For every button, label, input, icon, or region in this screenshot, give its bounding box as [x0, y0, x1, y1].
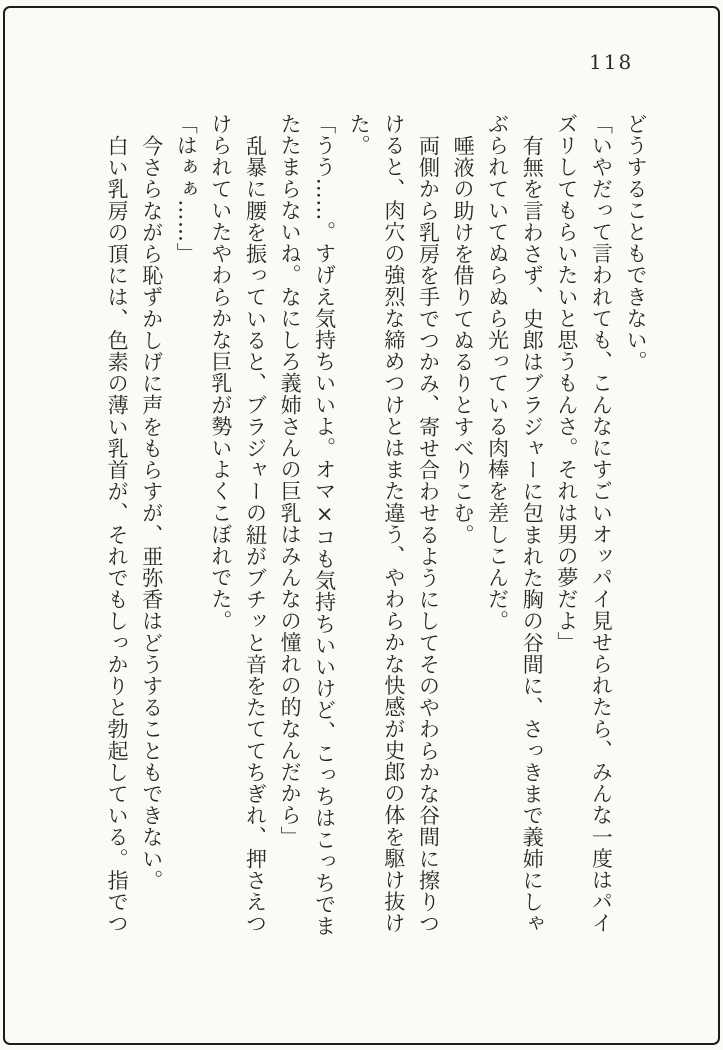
- text-line: 「はぁぁ……」: [174, 113, 199, 265]
- text-line: 両側から乳房を手でつかみ、寄せ合わせるようにしてそのやわらかな谷間に擦りつ: [416, 134, 441, 934]
- text-line: 乱暴に腰を振っていると、ブラジャーの紐がブチッと音をたててちぎれ、押さえつ: [243, 134, 268, 934]
- text-line: ぶられていてぬらぬら光っている肉棒を差しこんだ。: [485, 113, 510, 632]
- page-number: 118: [589, 50, 634, 74]
- text-line: けられていたやわらかな巨乳が勢いよくこぼれでた。: [208, 113, 233, 632]
- text-line: 白い乳房の頂には、色素の薄い乳首が、それでもしっかりと勃起している。指でつ: [105, 134, 130, 934]
- text-line: 唾液の助けを借りてぬるりとすべりこむ。: [451, 134, 476, 545]
- text-line: けると、肉穴の強烈な締めつけとはまた違う、やわらかな快感が史郎の体を駆け抜け: [381, 113, 406, 934]
- text-line: 有無を言わさず、史郎はブラジャーに包まれた胸の谷間に、さっきまで義姉にしゃ: [520, 134, 545, 934]
- vertical-text-columns: [100, 113, 654, 941]
- text-line: 今さらながら恥ずかしげに声をもらすが、亜弥香はどうすることもできない。: [139, 134, 164, 891]
- text-line: た。: [347, 113, 372, 157]
- text-line: ズリしてもらいたいと思うもんさ。それは男の夢だよ」: [554, 113, 579, 653]
- text-line: 「うう……。すげえ気持ちいいよ。オマ×コも気持ちいいけど、こっちはこっちでま: [312, 113, 337, 937]
- text-line: たたまらないね。なにしろ義姉さんの巨乳はみんなの憧れの的なんだから」: [278, 113, 303, 848]
- text-line: どうすることもできない。: [624, 113, 648, 373]
- text-line: 「いやだって言われても、こんなにすごいオッパイ見せられたら、みんな一度はパイ: [589, 113, 614, 934]
